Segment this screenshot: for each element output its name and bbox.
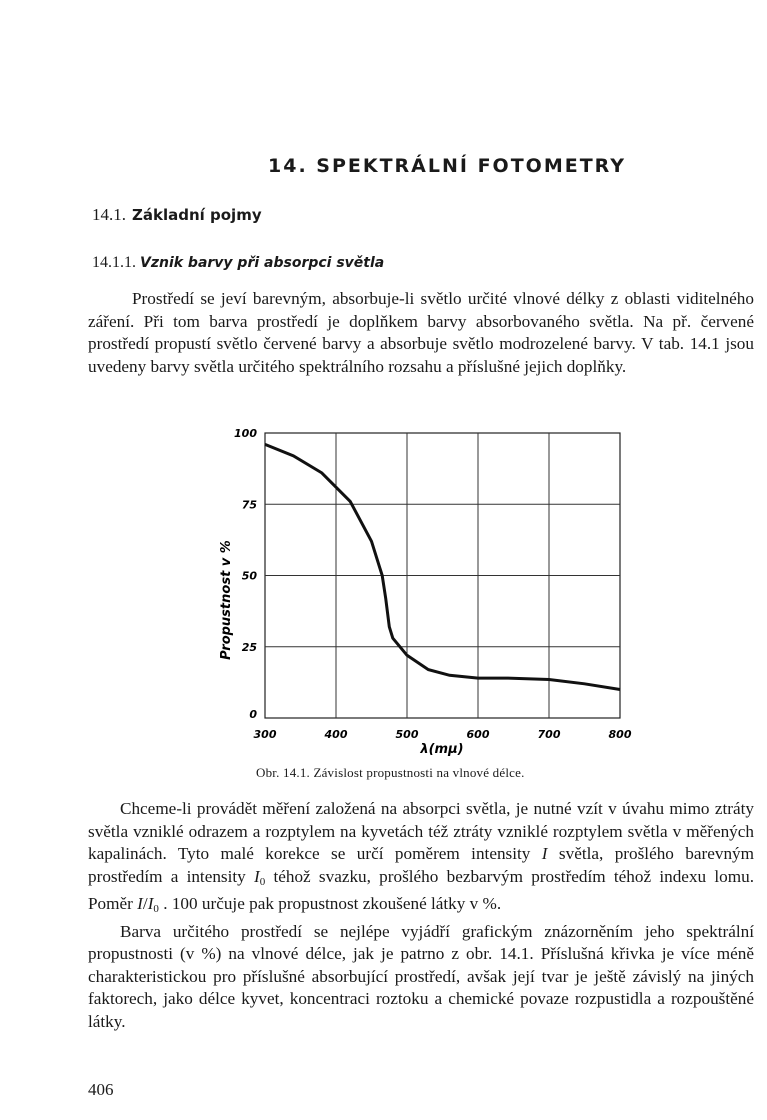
x-tick-label: 600 [466,728,490,741]
x-tick-label: 500 [395,728,419,741]
text-run: téhož svazku, prošlého bezbarvým prostředím téhož indexu lomu. Poměr [88,866,754,913]
chart-ticks [234,427,632,741]
x-tick-label: 700 [537,728,561,741]
figure-caption: Obr. 14.1. Závislost propustnosti na vlnové délce. [256,765,525,780]
x-tick-label: 800 [608,728,632,741]
symbol-intensity: I [541,844,548,863]
chart-series-line [265,444,620,689]
symbol-intensity-zero: I [254,866,260,886]
ratio-numerator: I [137,894,143,913]
text-run: . 100 určuje pak propustnost zkoušené látky v %. [158,894,502,913]
y-tick-label: 100 [234,427,257,440]
text-run: světla, prošlého barevným prostředím a intensity [88,844,754,886]
section-number: 14.1. [92,205,126,224]
subsection-heading [92,254,384,272]
ratio-slash: / [142,894,148,913]
subsection-number: 14.1.1. [92,254,136,271]
page-number: 406 [88,1080,114,1099]
chapter-title: 14. SPEKTRÁLNÍ FOTOMETRY [268,155,627,177]
paragraph-measurement [88,798,754,1033]
x-tick-label: 300 [253,728,277,741]
x-axis-label: λ(mμ) [420,742,464,757]
text-run: Chceme-li provádět měření založená na absorpci světla, je nutné vzít v úvahu mimo ztráty světla vzniklé odrazem a rozptylem na kyvetách též ztráty vzniklé rozptylem světla v měřených kapalinách. Tyto malé korekce se určí poměrem intensity [88,799,754,863]
section-heading [92,205,262,225]
chart-grid [265,433,620,718]
paragraph-color-description: Barva určitého prostředí se nejlépe vyjádří grafickým znázorněním jeho spektrální propustnosti (v %) na vlnové délce, jak je patrno z obr. 14.1. Příslušná křivka je více méně charakteristickou pro příslušné absorbující prostředí, avšak její tvar je ještě závislý na jiných faktorech, jako délce kyvet, koncentraci roztoku a chemické povaze rozpustidla a rozpouštěné látky. [88,921,754,1031]
y-tick-label: 0 [249,708,257,721]
subsection-title: Vznik barvy při absorpci světla [140,255,385,271]
ratio-denominator: I [147,894,154,913]
subscript: 0 [153,903,159,915]
x-tick-label: 400 [324,728,348,741]
subscript: 0 [259,875,266,888]
section-title: Základní pojmy [132,206,262,224]
paragraph-intro: Prostředí se jeví barevným, absorbuje-li světlo určité vlnové délky z oblasti viditelného záření. Při tom barva prostředí je doplňkem barvy absorbovaného světla. Na př. červené prostředí propustí světlo červené barvy a absorbuje světlo modrozelené barvy. V tab. 14.1 jsou uvedeny barvy světla určitého spektrálního rozsahu a příslušné jejich doplňky. [88,289,754,376]
y-tick-label: 50 [241,569,257,583]
transmittance-chart [210,418,635,758]
y-axis-label: Propustnost v % [219,540,234,660]
y-tick-label: 25 [241,640,257,654]
y-tick-label: 75 [241,498,257,512]
